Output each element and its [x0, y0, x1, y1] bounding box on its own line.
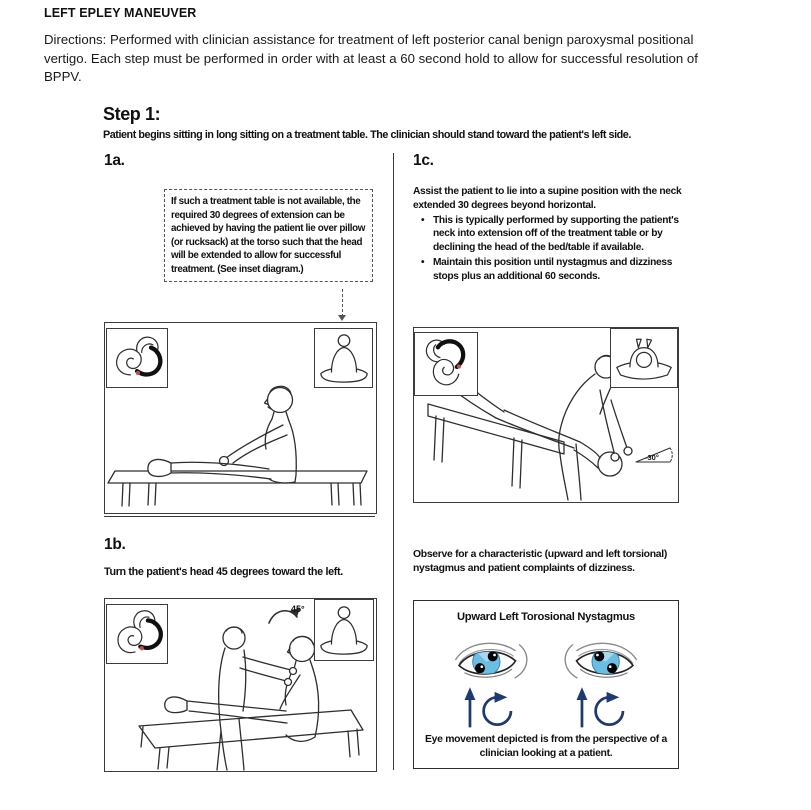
pillow-inset-icon — [314, 328, 373, 388]
treatment-note-box: If such a treatment table is not available, the required 30 degrees of extension can be achieved by having the patient lie over pillow (or rucksack) at the torso such that the head will be extended to allow for successful treatment. (See inset diagram.) — [164, 189, 373, 282]
inner-ear-icon — [106, 604, 168, 664]
bullet-text: This is typically performed by supporting the patient's neck into extension off of the treatment table or by declining the head of the bed/table if available. — [433, 214, 679, 254]
section-1b-instruction: Turn the patient's head 45 degrees toward the left. — [104, 566, 343, 578]
note-connector-line — [342, 289, 343, 317]
figure-1b — [104, 598, 377, 772]
column-divider — [393, 153, 394, 770]
pillow-head-end-inset-icon — [610, 328, 678, 388]
bullet-marker: • — [421, 256, 425, 268]
pillow-inset-icon — [314, 599, 374, 661]
rotation-45-label: 45° — [291, 604, 305, 614]
clockwise-rotation-icon — [577, 687, 623, 727]
angle-30-label: -30° — [645, 453, 659, 462]
step1-heading: Step 1: — [103, 104, 161, 124]
right-eye-icon — [561, 629, 643, 731]
bullet-marker: • — [421, 214, 425, 226]
inner-ear-icon — [414, 332, 478, 396]
up-arrow-icon — [465, 687, 511, 727]
section-1c-text — [413, 185, 699, 284]
section-1c-bullet-2 — [413, 256, 699, 284]
nystagmus-caption: Eye movement depicted is from the perspective of a clinician looking at a patient. — [425, 734, 667, 760]
section-1b-label: 1b. — [104, 536, 126, 553]
section-1c-bullet-1 — [413, 214, 699, 255]
note-connector-arrowhead — [338, 315, 346, 321]
document-title: LEFT EPLEY MANEUVER — [44, 6, 197, 20]
section-1a-label: 1a. — [104, 152, 125, 169]
figure-1a — [104, 322, 377, 514]
nystagmus-box — [413, 600, 679, 769]
observe-paragraph: Observe for a characteristic (upward and left torsional) nystagmus and patient complaints of dizziness. — [413, 549, 668, 575]
figure-1c — [413, 327, 679, 503]
step1-description: Patient begins sitting in long sitting on a treatment table. The clinician should stand toward the patient's left side. — [103, 129, 631, 141]
directions-paragraph: Directions: Performed with clinician assistance for treatment of left posterior canal benign paroxysmal positional vertigo. Each step must be performed in order with at least a 60 second hold to allow for successful resolution of BPPV. — [44, 32, 698, 84]
bullet-text: Maintain this position until nystagmus and dizziness stops plus an additional 60 seconds. — [433, 256, 673, 282]
section-1c-label: 1c. — [413, 152, 434, 169]
section-1c-intro: Assist the patient to lie into a supine position with the neck extended 30 degrees beyond horizontal. — [413, 186, 682, 211]
section-separator — [104, 516, 375, 517]
left-eye-icon — [449, 629, 531, 731]
inner-ear-icon — [106, 328, 168, 388]
nystagmus-eyes — [414, 629, 678, 731]
nystagmus-title: Upward Left Torosional Nystagmus — [457, 611, 635, 623]
